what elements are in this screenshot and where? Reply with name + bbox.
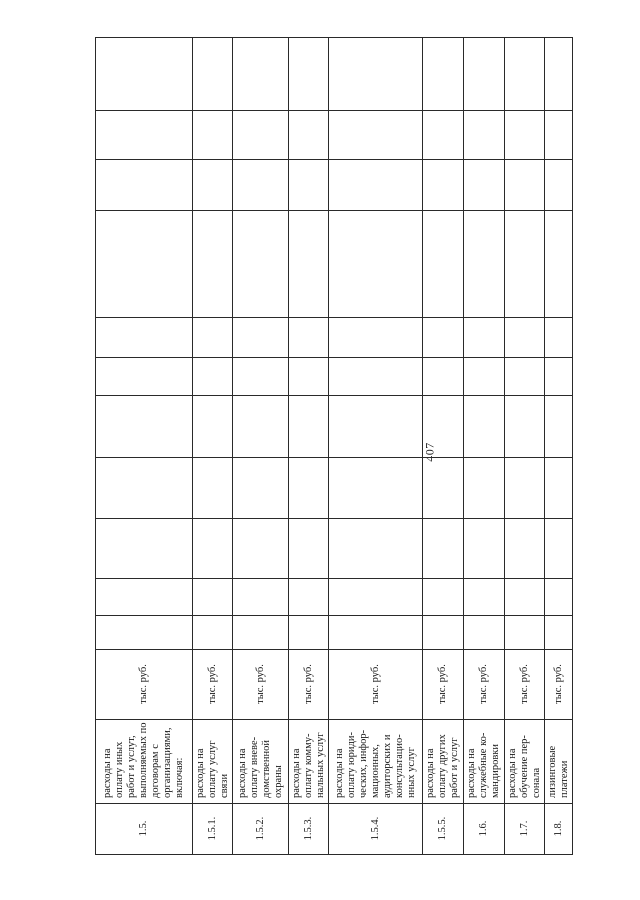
row-name: лизинговые платежи — [546, 745, 570, 798]
row-unit: тыс. руб. — [254, 664, 266, 704]
row-number: 1.5. — [138, 820, 149, 837]
row-name: расходы на обучение пер-сонала — [506, 735, 542, 798]
row-unit: тыс. руб. — [206, 664, 218, 704]
page-number: 407 — [422, 442, 437, 462]
row-number: 1.7. — [518, 820, 530, 837]
row-name: расходы на оплату вневе-домственной охраны — [236, 736, 284, 798]
row-unit: тыс. руб. — [518, 664, 530, 704]
row-name: расходы на служебные ко-мандировки — [466, 732, 501, 798]
row-unit: тыс. руб. — [552, 664, 564, 704]
row-number: 1.5.5. — [437, 816, 448, 841]
row-number: 1.5.4. — [369, 816, 381, 841]
row-unit: тыс. руб. — [302, 664, 314, 704]
row-number: 1.5.3. — [302, 816, 314, 841]
row-unit: тыс. руб. — [478, 664, 489, 704]
row-name: расходы на оплату комму-нальных услуг — [290, 732, 326, 798]
row-name: расходы на оплату услуг связи — [194, 740, 230, 798]
row-number: 1.5.1. — [206, 816, 218, 841]
rotated-table — [95, 37, 573, 855]
row-unit: тыс. руб. — [437, 664, 448, 704]
row-number: 1.6. — [478, 820, 489, 837]
row-number: 1.8. — [552, 820, 564, 837]
row-name: расходы на оплату юриди-ческих, инфор-мационных, аудиторских и консультацио-нных услуг — [333, 729, 417, 798]
row-unit: тыс. руб. — [369, 664, 381, 704]
row-unit: тыс. руб. — [138, 664, 149, 704]
row-name: расходы на оплату других работ и услуг — [425, 734, 460, 798]
row-number: 1.5.2. — [254, 816, 266, 841]
row-name: расходы на оплату иных работ и услут, выполняемых по договорам с организациями, включая: — [102, 722, 185, 798]
